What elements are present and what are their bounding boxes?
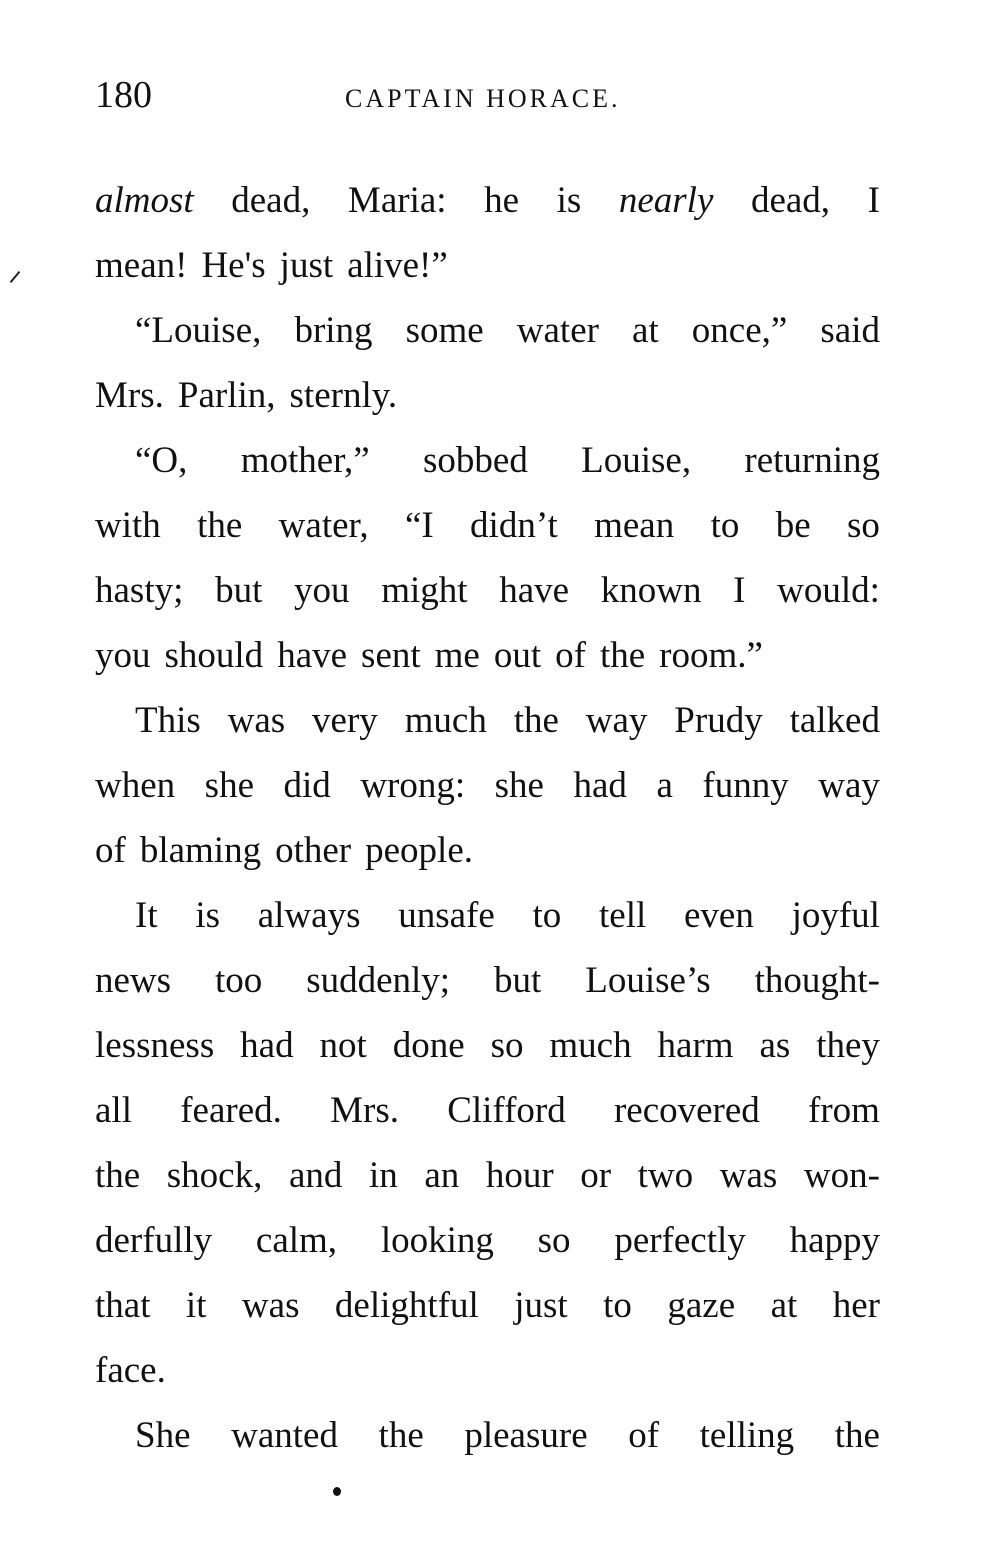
word: “I bbox=[404, 505, 434, 546]
word: he bbox=[484, 180, 520, 221]
word: of bbox=[555, 635, 586, 676]
word: Louise’s bbox=[585, 960, 711, 1001]
word: you bbox=[95, 635, 151, 676]
text-line bbox=[95, 883, 880, 948]
word: I bbox=[733, 570, 746, 611]
word: I bbox=[867, 180, 880, 221]
word: pleasure bbox=[464, 1415, 588, 1456]
text-line bbox=[95, 818, 880, 883]
word: the bbox=[834, 1415, 880, 1456]
word: was bbox=[227, 700, 286, 741]
text-line bbox=[95, 298, 880, 363]
word: It bbox=[135, 895, 158, 936]
word: much bbox=[549, 1025, 632, 1066]
text-line bbox=[95, 1208, 880, 1273]
word: other bbox=[275, 830, 352, 871]
text-line bbox=[95, 948, 880, 1013]
word: Louise, bbox=[581, 440, 692, 481]
word: derfully bbox=[95, 1220, 213, 1261]
word: they bbox=[816, 1025, 880, 1066]
word: tell bbox=[599, 895, 647, 936]
text-line bbox=[95, 753, 880, 818]
word: the bbox=[197, 505, 243, 546]
word: room.” bbox=[659, 635, 763, 676]
text-line bbox=[95, 168, 880, 233]
word: the bbox=[599, 635, 646, 676]
word: so bbox=[490, 1025, 524, 1066]
word: mean! bbox=[95, 245, 188, 286]
word: that bbox=[95, 1285, 151, 1326]
word: did bbox=[283, 765, 331, 806]
word: much bbox=[404, 700, 487, 741]
word: dead, bbox=[231, 180, 311, 221]
word: in bbox=[368, 1155, 398, 1196]
word: mother,” bbox=[240, 440, 370, 481]
word: way bbox=[585, 700, 648, 741]
text-line bbox=[95, 1143, 880, 1208]
word: blaming bbox=[139, 830, 262, 871]
word: had bbox=[240, 1025, 294, 1066]
word: sternly. bbox=[289, 375, 398, 416]
running-head: CAPTAIN HORACE. bbox=[345, 84, 621, 113]
text-line bbox=[95, 558, 880, 623]
word: unsafe bbox=[398, 895, 495, 936]
word: wanted bbox=[231, 1415, 338, 1456]
word: she bbox=[204, 765, 254, 806]
word: He's bbox=[201, 245, 266, 286]
word: as bbox=[759, 1025, 791, 1066]
word: done bbox=[392, 1025, 465, 1066]
word: just bbox=[514, 1285, 568, 1326]
word: Mrs. bbox=[95, 375, 164, 416]
word: be bbox=[775, 505, 811, 546]
word: lessness bbox=[95, 1025, 215, 1066]
word: Maria: bbox=[347, 180, 447, 221]
word: she bbox=[494, 765, 544, 806]
word: it bbox=[185, 1285, 207, 1326]
word: returning bbox=[744, 440, 880, 481]
word: too bbox=[214, 960, 263, 1001]
word: mean bbox=[594, 505, 675, 546]
word: calm, bbox=[255, 1220, 338, 1261]
word: Clifford bbox=[447, 1090, 566, 1131]
word: Mrs. bbox=[330, 1090, 399, 1131]
word: hasty; bbox=[95, 570, 184, 611]
text-line bbox=[95, 1013, 880, 1078]
word: water, bbox=[278, 505, 369, 546]
word: She bbox=[135, 1415, 191, 1456]
word: have bbox=[277, 635, 348, 676]
word: have bbox=[499, 570, 570, 611]
word: known bbox=[600, 570, 702, 611]
word: won- bbox=[803, 1155, 880, 1196]
word: or bbox=[580, 1155, 612, 1196]
word: of bbox=[628, 1415, 660, 1456]
word: dead, bbox=[750, 180, 831, 221]
text-line bbox=[95, 1078, 880, 1143]
word: to bbox=[603, 1285, 632, 1326]
text-line bbox=[95, 688, 880, 753]
ink-speck bbox=[333, 1487, 341, 1496]
word: once,” bbox=[691, 310, 788, 351]
word: funny bbox=[702, 765, 789, 806]
word: so bbox=[846, 505, 880, 546]
word: to bbox=[532, 895, 562, 936]
word: happy bbox=[789, 1220, 880, 1261]
emphasized-word: almost bbox=[95, 180, 194, 221]
word: was bbox=[719, 1155, 778, 1196]
word: but bbox=[494, 960, 542, 1001]
word: harm bbox=[657, 1025, 734, 1066]
text-line bbox=[95, 233, 880, 298]
word: from bbox=[808, 1090, 880, 1131]
word: should bbox=[164, 635, 264, 676]
word: had bbox=[573, 765, 627, 806]
word: sobbed bbox=[423, 440, 528, 481]
word: way bbox=[818, 765, 880, 806]
word: some bbox=[405, 310, 484, 351]
text-line bbox=[95, 493, 880, 558]
word: the bbox=[95, 1155, 141, 1196]
word: people. bbox=[365, 830, 473, 871]
word: the bbox=[513, 700, 559, 741]
word: not bbox=[319, 1025, 367, 1066]
word: Prudy bbox=[674, 700, 763, 741]
word: said bbox=[820, 310, 880, 351]
word: is bbox=[556, 180, 582, 221]
word: always bbox=[257, 895, 361, 936]
word: news bbox=[95, 960, 172, 1001]
word: is bbox=[195, 895, 221, 936]
word: and bbox=[288, 1155, 343, 1196]
text-line bbox=[95, 363, 880, 428]
text-line bbox=[95, 1273, 880, 1338]
word: me bbox=[434, 635, 480, 676]
text-line bbox=[95, 428, 880, 493]
word: out bbox=[493, 635, 542, 676]
word: would: bbox=[777, 570, 880, 611]
word: didn’t bbox=[470, 505, 558, 546]
word: suddenly; bbox=[306, 960, 451, 1001]
word: water bbox=[516, 310, 599, 351]
word: of bbox=[95, 830, 126, 871]
word: sent bbox=[361, 635, 421, 676]
word: to bbox=[710, 505, 740, 546]
word: very bbox=[312, 700, 378, 741]
text-line bbox=[95, 623, 880, 688]
page-number: 180 bbox=[95, 74, 152, 116]
body-text bbox=[95, 168, 880, 1468]
word: so bbox=[537, 1220, 571, 1261]
word: telling bbox=[699, 1415, 795, 1456]
word: might bbox=[381, 570, 468, 611]
word: This bbox=[135, 700, 201, 741]
page-header bbox=[95, 70, 880, 120]
word: just bbox=[279, 245, 334, 286]
word: with bbox=[95, 505, 161, 546]
word: an bbox=[424, 1155, 460, 1196]
word: bring bbox=[294, 310, 373, 351]
word: at bbox=[632, 310, 659, 351]
word: gaze bbox=[667, 1285, 736, 1326]
text-line bbox=[95, 1403, 880, 1468]
word: you bbox=[294, 570, 350, 611]
word: the bbox=[378, 1415, 424, 1456]
word: feared. bbox=[180, 1090, 282, 1131]
margin-pencil-mark bbox=[10, 271, 21, 283]
word: was bbox=[241, 1285, 300, 1326]
emphasized-word: nearly bbox=[618, 180, 714, 221]
word: when bbox=[95, 765, 176, 806]
word: her bbox=[832, 1285, 880, 1326]
word: talked bbox=[789, 700, 880, 741]
word: wrong: bbox=[360, 765, 466, 806]
text-line bbox=[95, 1338, 880, 1403]
word: joyful bbox=[791, 895, 880, 936]
word: but bbox=[215, 570, 263, 611]
word: Parlin, bbox=[177, 375, 276, 416]
word: “Louise, bbox=[135, 310, 262, 351]
word: recovered bbox=[613, 1090, 760, 1131]
word: “O, bbox=[135, 440, 188, 481]
word: thought- bbox=[754, 960, 880, 1001]
word: all bbox=[95, 1090, 132, 1131]
word: looking bbox=[380, 1220, 494, 1261]
word: perfectly bbox=[614, 1220, 746, 1261]
word: face. bbox=[95, 1350, 166, 1391]
word: hour bbox=[485, 1155, 554, 1196]
word: delightful bbox=[334, 1285, 479, 1326]
word: even bbox=[683, 895, 754, 936]
word: shock, bbox=[166, 1155, 263, 1196]
word: a bbox=[656, 765, 673, 806]
word: at bbox=[770, 1285, 798, 1326]
word: alive!” bbox=[347, 245, 448, 286]
word: two bbox=[637, 1155, 694, 1196]
